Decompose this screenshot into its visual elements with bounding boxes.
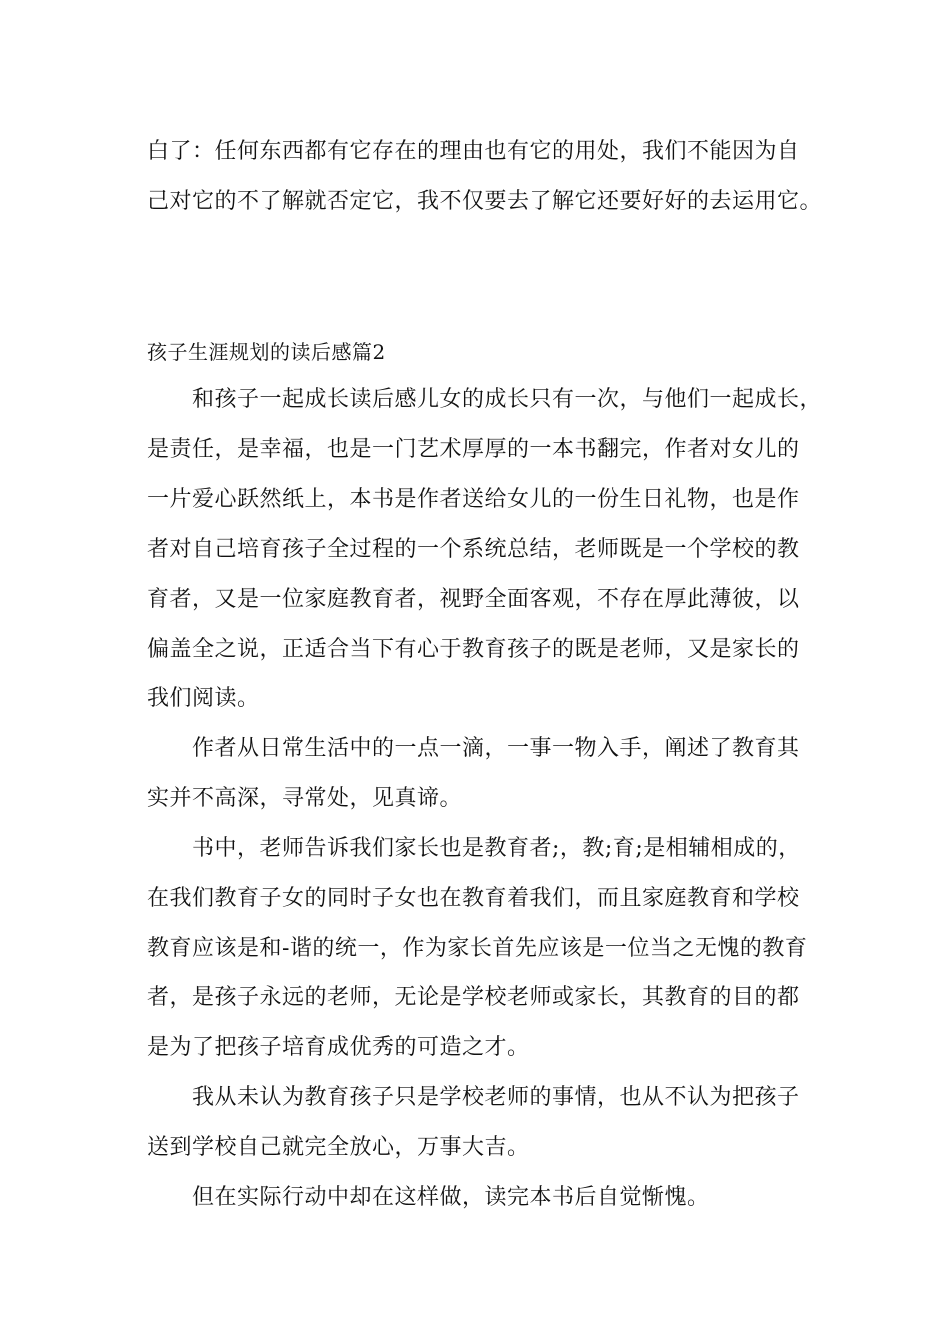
paragraph-line: 作者从日常生活中的一点一滴，一事一物入手，阐述了教育其: [192, 736, 800, 761]
paragraph-line: 在我们教育子女的同时子女也在教育着我们，而且家庭教育和学校: [147, 886, 800, 911]
paragraph-line: 偏盖全之说，正适合当下有心于教育孩子的既是老师，又是家长的: [147, 637, 800, 662]
intro-line: 白了：任何东西都有它存在的理由也有它的用处，我们不能因为自: [147, 139, 800, 164]
paragraph-line: 一片爱心跃然纸上，本书是作者送给女儿的一份生日礼物，也是作: [147, 487, 800, 512]
paragraph-line: 我从未认为教育孩子只是学校老师的事情，也从不认为把孩子: [192, 1085, 800, 1110]
paragraph-line: 是为了把孩子培育成优秀的可造之才。: [147, 1035, 530, 1060]
section-title: 孩子生涯规划的读后感篇2: [147, 340, 386, 364]
paragraph-line: 和孩子一起成长读后感儿女的成长只有一次，与他们一起成长，: [192, 387, 823, 412]
paragraph-line: 书中，老师告诉我们家长也是教育者;，教;育;是相辅相成的，: [192, 836, 801, 861]
paragraph-line: 但在实际行动中却在这样做，读完本书后自觉惭愧。: [192, 1185, 710, 1210]
intro-line: 己对它的不了解就否定它，我不仅要去了解它还要好好的去运用它。: [147, 189, 823, 214]
paragraph-line: 我们阅读。: [147, 686, 260, 711]
paragraph-line: 实并不高深，寻常处，见真谛。: [147, 786, 463, 811]
paragraph-line: 是责任，是幸福，也是一门艺术厚厚的一本书翻完，作者对女儿的: [147, 437, 800, 462]
paragraph-line: 送到学校自己就完全放心，万事大吉。: [147, 1135, 530, 1160]
paragraph-line: 育者，又是一位家庭教育者，视野全面客观，不存在厚此薄彼，以: [147, 587, 800, 612]
paragraph-line: 者，是孩子永远的老师，无论是学校老师或家长，其教育的目的都: [147, 985, 800, 1010]
paragraph-line: 者对自己培育孩子全过程的一个系统总结，老师既是一个学校的教: [147, 537, 800, 562]
paragraph-line: 教育应该是和-谐的统一，作为家长首先应该是一位当之无愧的教育: [147, 936, 808, 961]
